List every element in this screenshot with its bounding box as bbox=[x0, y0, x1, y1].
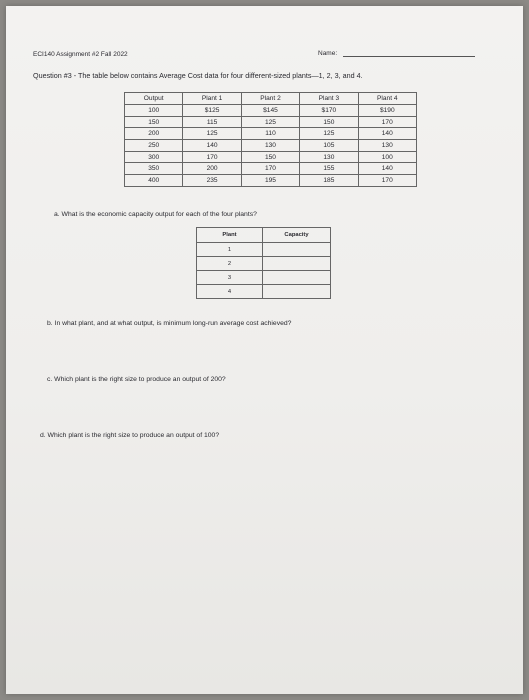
table-cell: 130 bbox=[358, 140, 416, 152]
table-row bbox=[125, 175, 417, 187]
table-cell: 200 bbox=[125, 128, 183, 140]
table-row bbox=[125, 163, 417, 175]
table-cell: 155 bbox=[300, 163, 358, 175]
plant-number: 2 bbox=[197, 257, 263, 271]
table-cell: 170 bbox=[241, 163, 299, 175]
plant-number: 3 bbox=[197, 271, 263, 285]
capacity-answer-table bbox=[196, 227, 331, 299]
table-cell: 130 bbox=[241, 140, 299, 152]
column-header: Plant 3 bbox=[300, 93, 358, 105]
question-b: b. In what plant, and at what output, is minimum long-run average cost achieved? bbox=[47, 320, 292, 327]
column-header: Plant 1 bbox=[183, 93, 241, 105]
capacity-answer-cell[interactable] bbox=[263, 271, 331, 285]
table-cell: $125 bbox=[183, 105, 241, 117]
column-header: Plant bbox=[197, 228, 263, 243]
table-cell: 100 bbox=[358, 151, 416, 163]
table-cell: 100 bbox=[125, 105, 183, 117]
question-c: c. Which plant is the right size to produce an output of 200? bbox=[47, 376, 226, 383]
table-cell: $190 bbox=[358, 105, 416, 117]
question-intro: Question #3 - The table below contains Average Cost data for four different-sized plants—1, 2, 3, and 4. bbox=[33, 71, 363, 80]
capacity-answer-cell[interactable] bbox=[263, 285, 331, 299]
question-a: a. What is the economic capacity output for each of the four plants? bbox=[54, 211, 257, 218]
table-cell: 150 bbox=[125, 116, 183, 128]
table-cell: 110 bbox=[241, 128, 299, 140]
table-cell: 170 bbox=[358, 175, 416, 187]
table-row bbox=[197, 243, 331, 257]
course-header: ECI140 Assignment #2 Fall 2022 bbox=[33, 51, 128, 58]
name-label: Name: bbox=[318, 50, 338, 57]
table-cell: 200 bbox=[183, 163, 241, 175]
column-header: Plant 4 bbox=[358, 93, 416, 105]
table-cell: 170 bbox=[183, 151, 241, 163]
table-cell: 140 bbox=[358, 163, 416, 175]
table-row bbox=[125, 151, 417, 163]
column-header: Capacity bbox=[263, 228, 331, 243]
table-row bbox=[125, 128, 417, 140]
table-cell: 125 bbox=[183, 128, 241, 140]
table-row bbox=[197, 257, 331, 271]
table-cell: $145 bbox=[241, 105, 299, 117]
column-header: Plant 2 bbox=[241, 93, 299, 105]
table-cell: 195 bbox=[241, 175, 299, 187]
table-cell: 150 bbox=[300, 116, 358, 128]
capacity-header-row bbox=[197, 228, 331, 243]
table-cell: $170 bbox=[300, 105, 358, 117]
table-row bbox=[125, 140, 417, 152]
plant-number: 4 bbox=[197, 285, 263, 299]
table-cell: 130 bbox=[300, 151, 358, 163]
table-cell: 125 bbox=[241, 116, 299, 128]
table-cell: 185 bbox=[300, 175, 358, 187]
table-cell: 250 bbox=[125, 140, 183, 152]
table-row bbox=[197, 271, 331, 285]
plant-number: 1 bbox=[197, 243, 263, 257]
average-cost-table bbox=[124, 92, 417, 187]
capacity-answer-cell[interactable] bbox=[263, 243, 331, 257]
table-cell: 235 bbox=[183, 175, 241, 187]
cost-table-header-row bbox=[125, 93, 417, 105]
table-cell: 105 bbox=[300, 140, 358, 152]
table-cell: 300 bbox=[125, 151, 183, 163]
column-header: Output bbox=[125, 93, 183, 105]
table-cell: 400 bbox=[125, 175, 183, 187]
capacity-answer-cell[interactable] bbox=[263, 257, 331, 271]
table-row bbox=[197, 285, 331, 299]
table-cell: 125 bbox=[300, 128, 358, 140]
table-cell: 170 bbox=[358, 116, 416, 128]
table-cell: 140 bbox=[358, 128, 416, 140]
table-cell: 150 bbox=[241, 151, 299, 163]
table-row bbox=[125, 116, 417, 128]
table-cell: 115 bbox=[183, 116, 241, 128]
table-row bbox=[125, 105, 417, 117]
table-cell: 350 bbox=[125, 163, 183, 175]
name-blank-line bbox=[343, 56, 475, 57]
table-cell: 140 bbox=[183, 140, 241, 152]
question-d: d. Which plant is the right size to produce an output of 100? bbox=[40, 432, 220, 439]
